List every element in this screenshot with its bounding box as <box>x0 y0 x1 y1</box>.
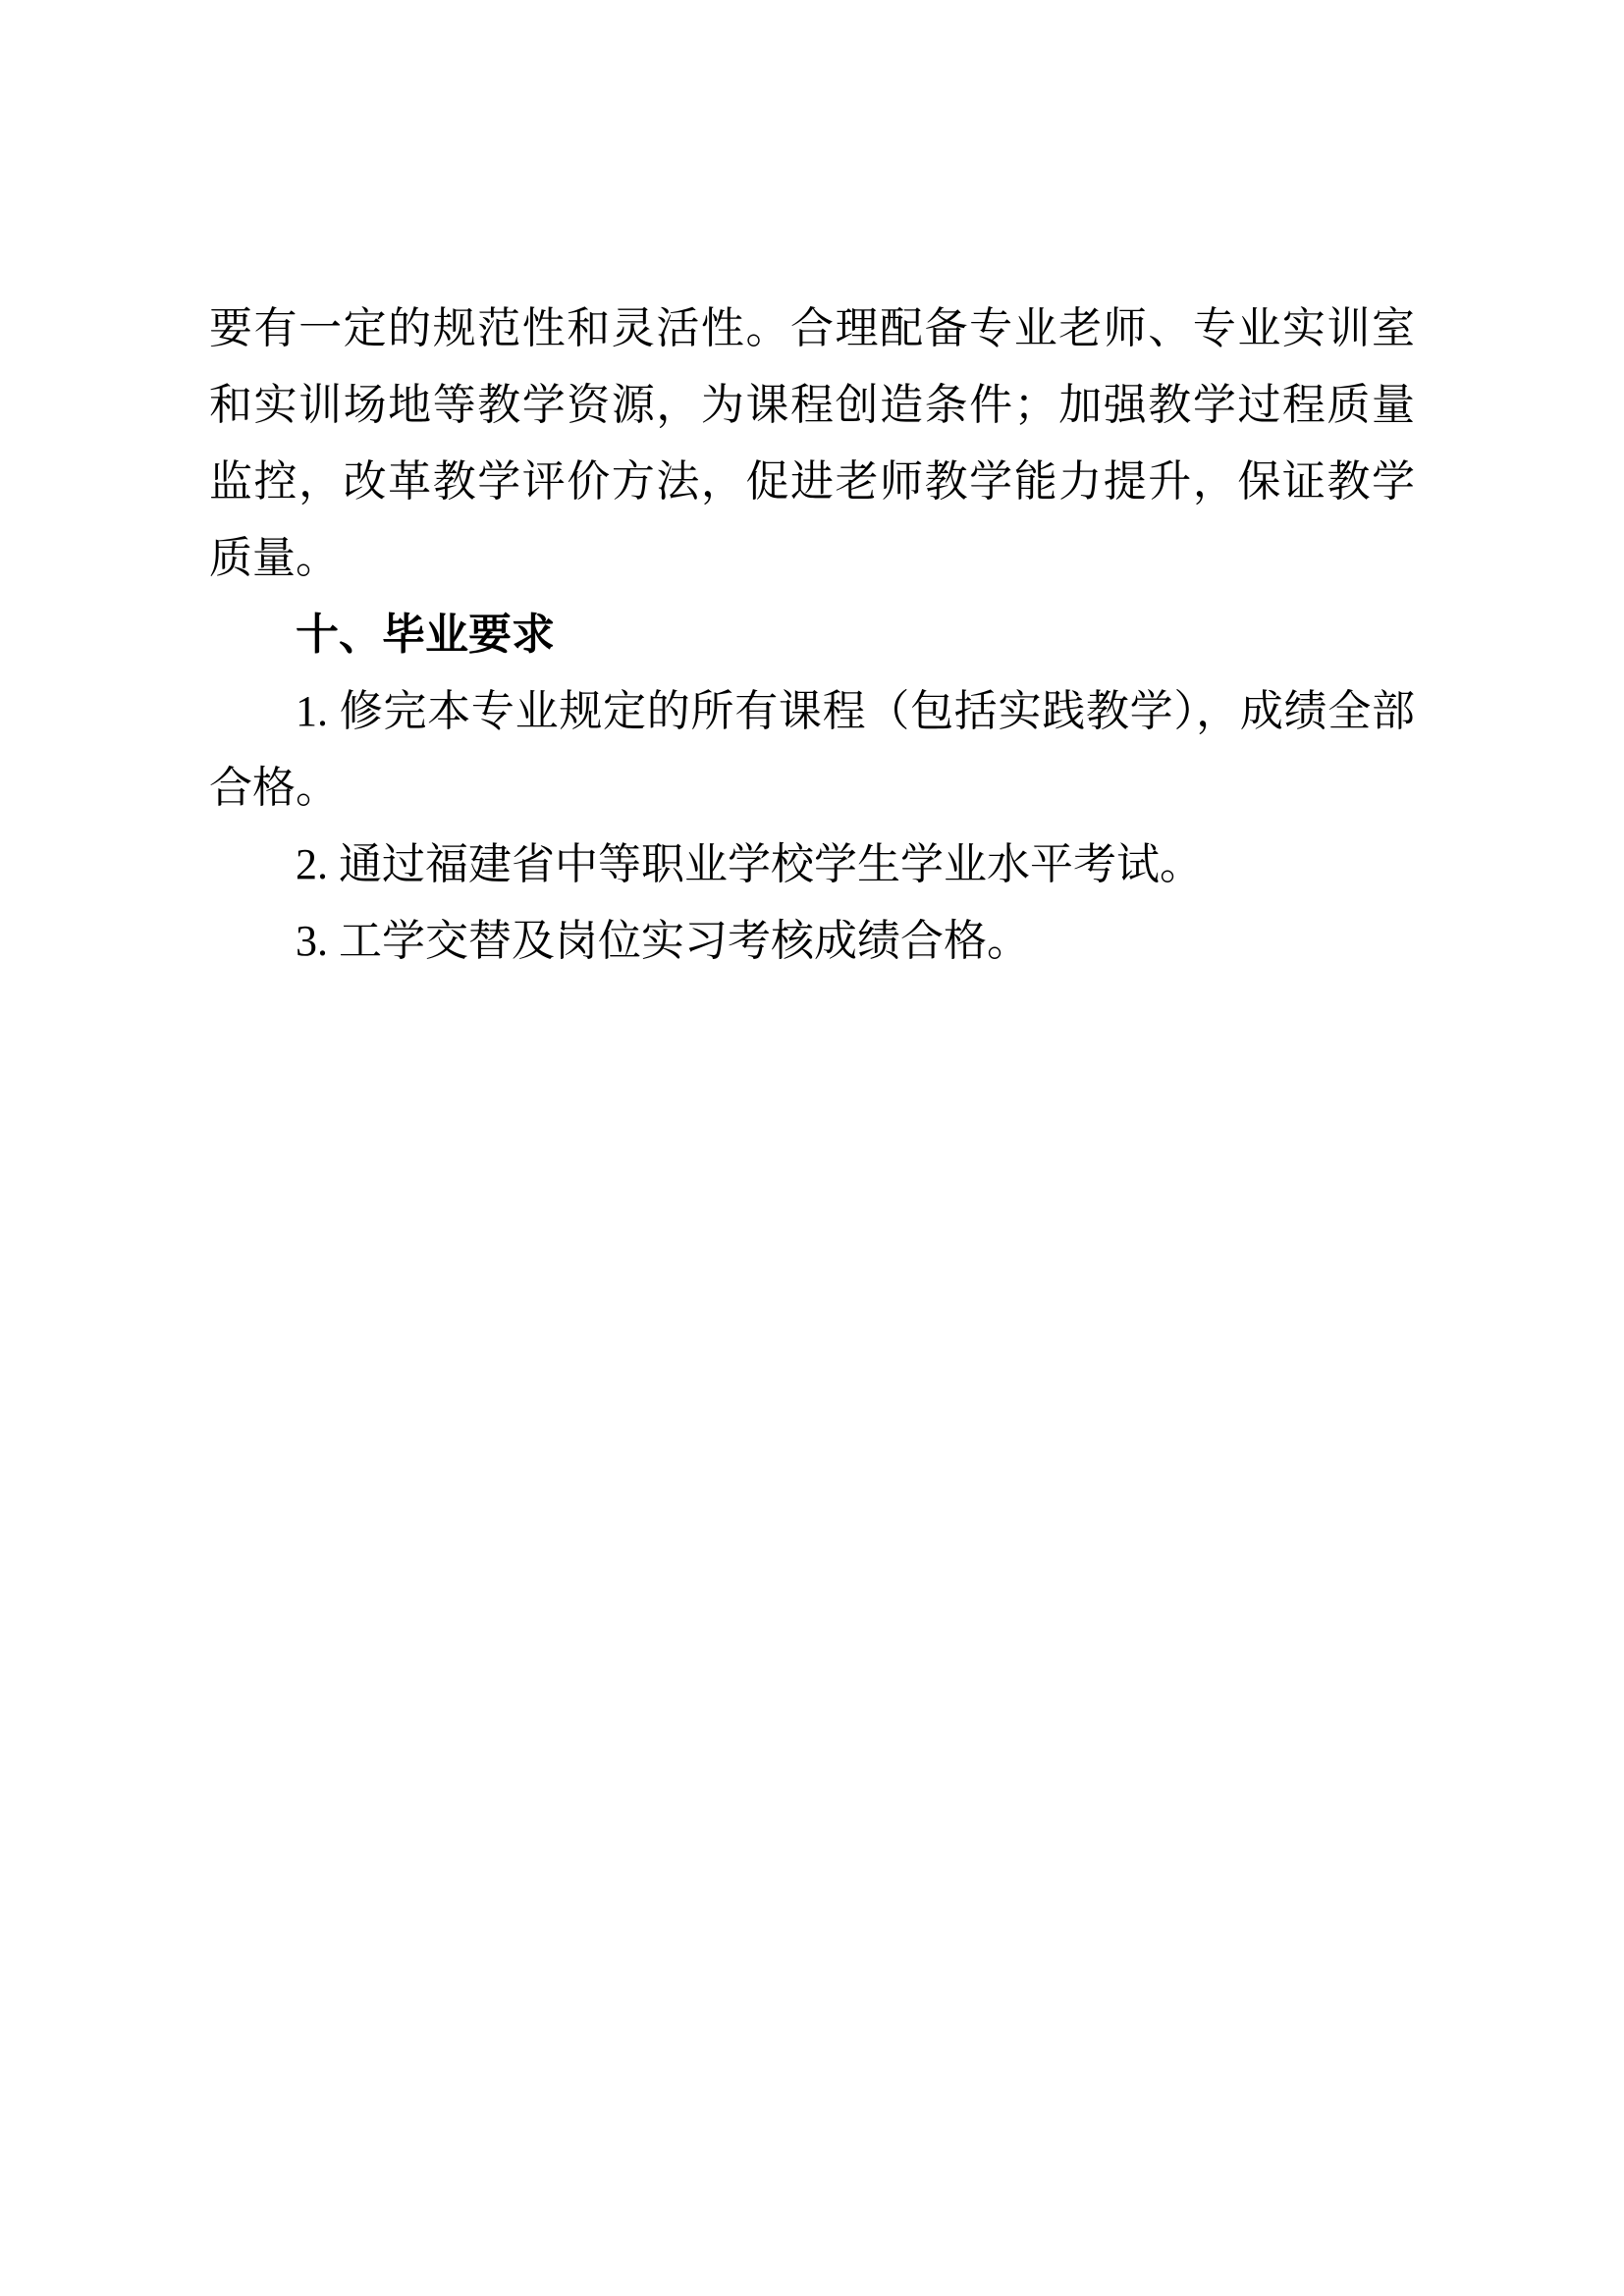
document-content <box>209 291 1415 980</box>
requirement-item-3: 3. 工学交替及岗位实习考核成绩合格。 <box>296 917 1030 965</box>
paragraph-continuation: 要有一定的规范性和灵活性。合理配备专业老师、专业实训室和实训场地等教学资源，为课程创造条件；加强教学过程质量监控，改革教学评价方法，促进老师教学能力提升，保证教学质量。 <box>209 304 1415 582</box>
requirement-item-2: 2. 通过福建省中等职业学校学生学业水平考试。 <box>296 840 1203 888</box>
section-heading-graduation-requirements: 十、毕业要求 <box>296 611 555 659</box>
requirement-item-1: 1. 修完本专业规定的所有课程（包括实践教学），成绩全部合格。 <box>209 687 1415 812</box>
